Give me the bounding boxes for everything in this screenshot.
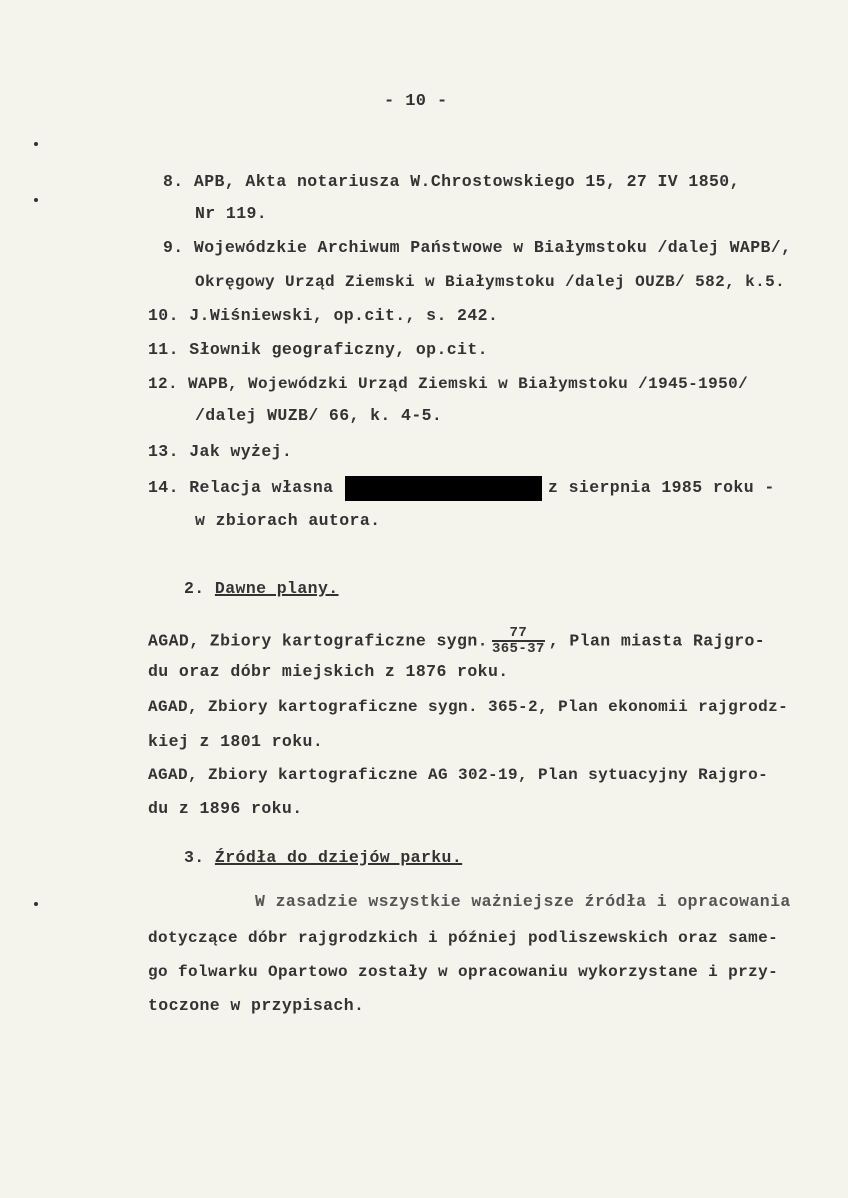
note-10-number: 10.: [148, 306, 179, 325]
note-9-number: 9.: [163, 238, 184, 257]
section-3-heading: [184, 848, 462, 868]
paper-speck: [34, 902, 38, 906]
section-3-number: 3.: [184, 848, 205, 867]
section-2-heading: [184, 579, 339, 599]
note-12-text-1: WAPB, Wojewódzki Urząd Ziemski w Białymstoku /1945-1950/: [188, 375, 749, 393]
note-9-text-2: Okręgowy Urząd Ziemski w Białymstoku /dalej OUZB/ 582, k.5.: [195, 273, 786, 291]
note-9-line-1: [163, 238, 791, 258]
note-11-line: [148, 340, 488, 360]
note-9-text-1: Wojewódzkie Archiwum Państwowe w Białymstoku /dalej WAPB/,: [193, 238, 792, 257]
note-12-number: 12.: [148, 375, 179, 393]
plan-entry-2-line-2: kiej z 1801 roku.: [148, 732, 324, 751]
note-12-text-2: /dalej WUZB/ 66, k. 4-5.: [195, 406, 443, 425]
note-12-line-1: [148, 374, 748, 394]
signature-fraction: [492, 626, 545, 656]
page-number: - 10 -: [384, 92, 448, 111]
note-11-text: Słownik geograficzny, op.cit.: [189, 340, 488, 359]
fraction-numerator: 77: [492, 626, 545, 642]
plan-entry-1-line-2: du oraz dóbr miejskich z 1876 roku.: [148, 662, 509, 681]
note-14-line-1: [148, 478, 333, 498]
note-10-text: J.Wiśniewski, op.cit., s. 242.: [189, 306, 499, 325]
body-line-2: dotyczące dóbr rajgrodzkich i później podliszewskich oraz same-: [148, 929, 779, 947]
note-8-number: 8.: [163, 172, 184, 191]
section-2-title: Dawne plany.: [214, 579, 339, 598]
plan-entry-1-suffix: , Plan miasta Rajgro-: [548, 631, 766, 651]
fraction-denominator: 365-37: [491, 641, 545, 657]
plan-entry-1-prefix: AGAD, Zbiory kartograficzne sygn.: [148, 631, 488, 651]
paper-speck: [34, 198, 38, 202]
note-14-text-2: z sierpnia 1985 roku -: [548, 478, 775, 497]
body-line-4: toczone w przypisach.: [148, 996, 365, 1015]
note-10-line: [148, 306, 498, 326]
note-8-line-1: [163, 172, 740, 192]
note-13-text: Jak wyżej.: [189, 442, 293, 461]
note-11-number: 11.: [148, 340, 179, 359]
note-14-number: 14.: [148, 478, 179, 497]
section-3-title: Źródła do dziejów parku.: [214, 848, 463, 867]
paper-speck: [34, 142, 38, 146]
note-14-text-1: Relacja własna: [189, 478, 334, 497]
note-13-number: 13.: [148, 442, 179, 461]
plan-entry-2-line-1: AGAD, Zbiory kartograficzne sygn. 365-2, Plan ekonomii rajgrodz-: [148, 698, 789, 716]
plan-entry-3-line-1: AGAD, Zbiory kartograficzne AG 302-19, Plan sytuacyjny Rajgro-: [148, 766, 769, 784]
note-14-text-3: w zbiorach autora.: [195, 511, 381, 530]
note-13-line: [148, 442, 292, 462]
note-8-text-2: Nr 119.: [195, 204, 268, 223]
body-line-3: go folwarku Opartowo zostały w opracowaniu wykorzystane i przy-: [148, 963, 779, 981]
body-line-1: W zasadzie wszystkie ważniejsze źródła i opracowania: [255, 892, 791, 911]
plan-entry-1-line-1: [148, 626, 765, 656]
section-2-number: 2.: [184, 579, 205, 598]
note-8-text-1: APB, Akta notariusza W.Chrostowskiego 15, 27 IV 1850,: [193, 172, 740, 191]
redaction-bar: [345, 476, 542, 501]
plan-entry-3-line-2: du z 1896 roku.: [148, 799, 303, 818]
